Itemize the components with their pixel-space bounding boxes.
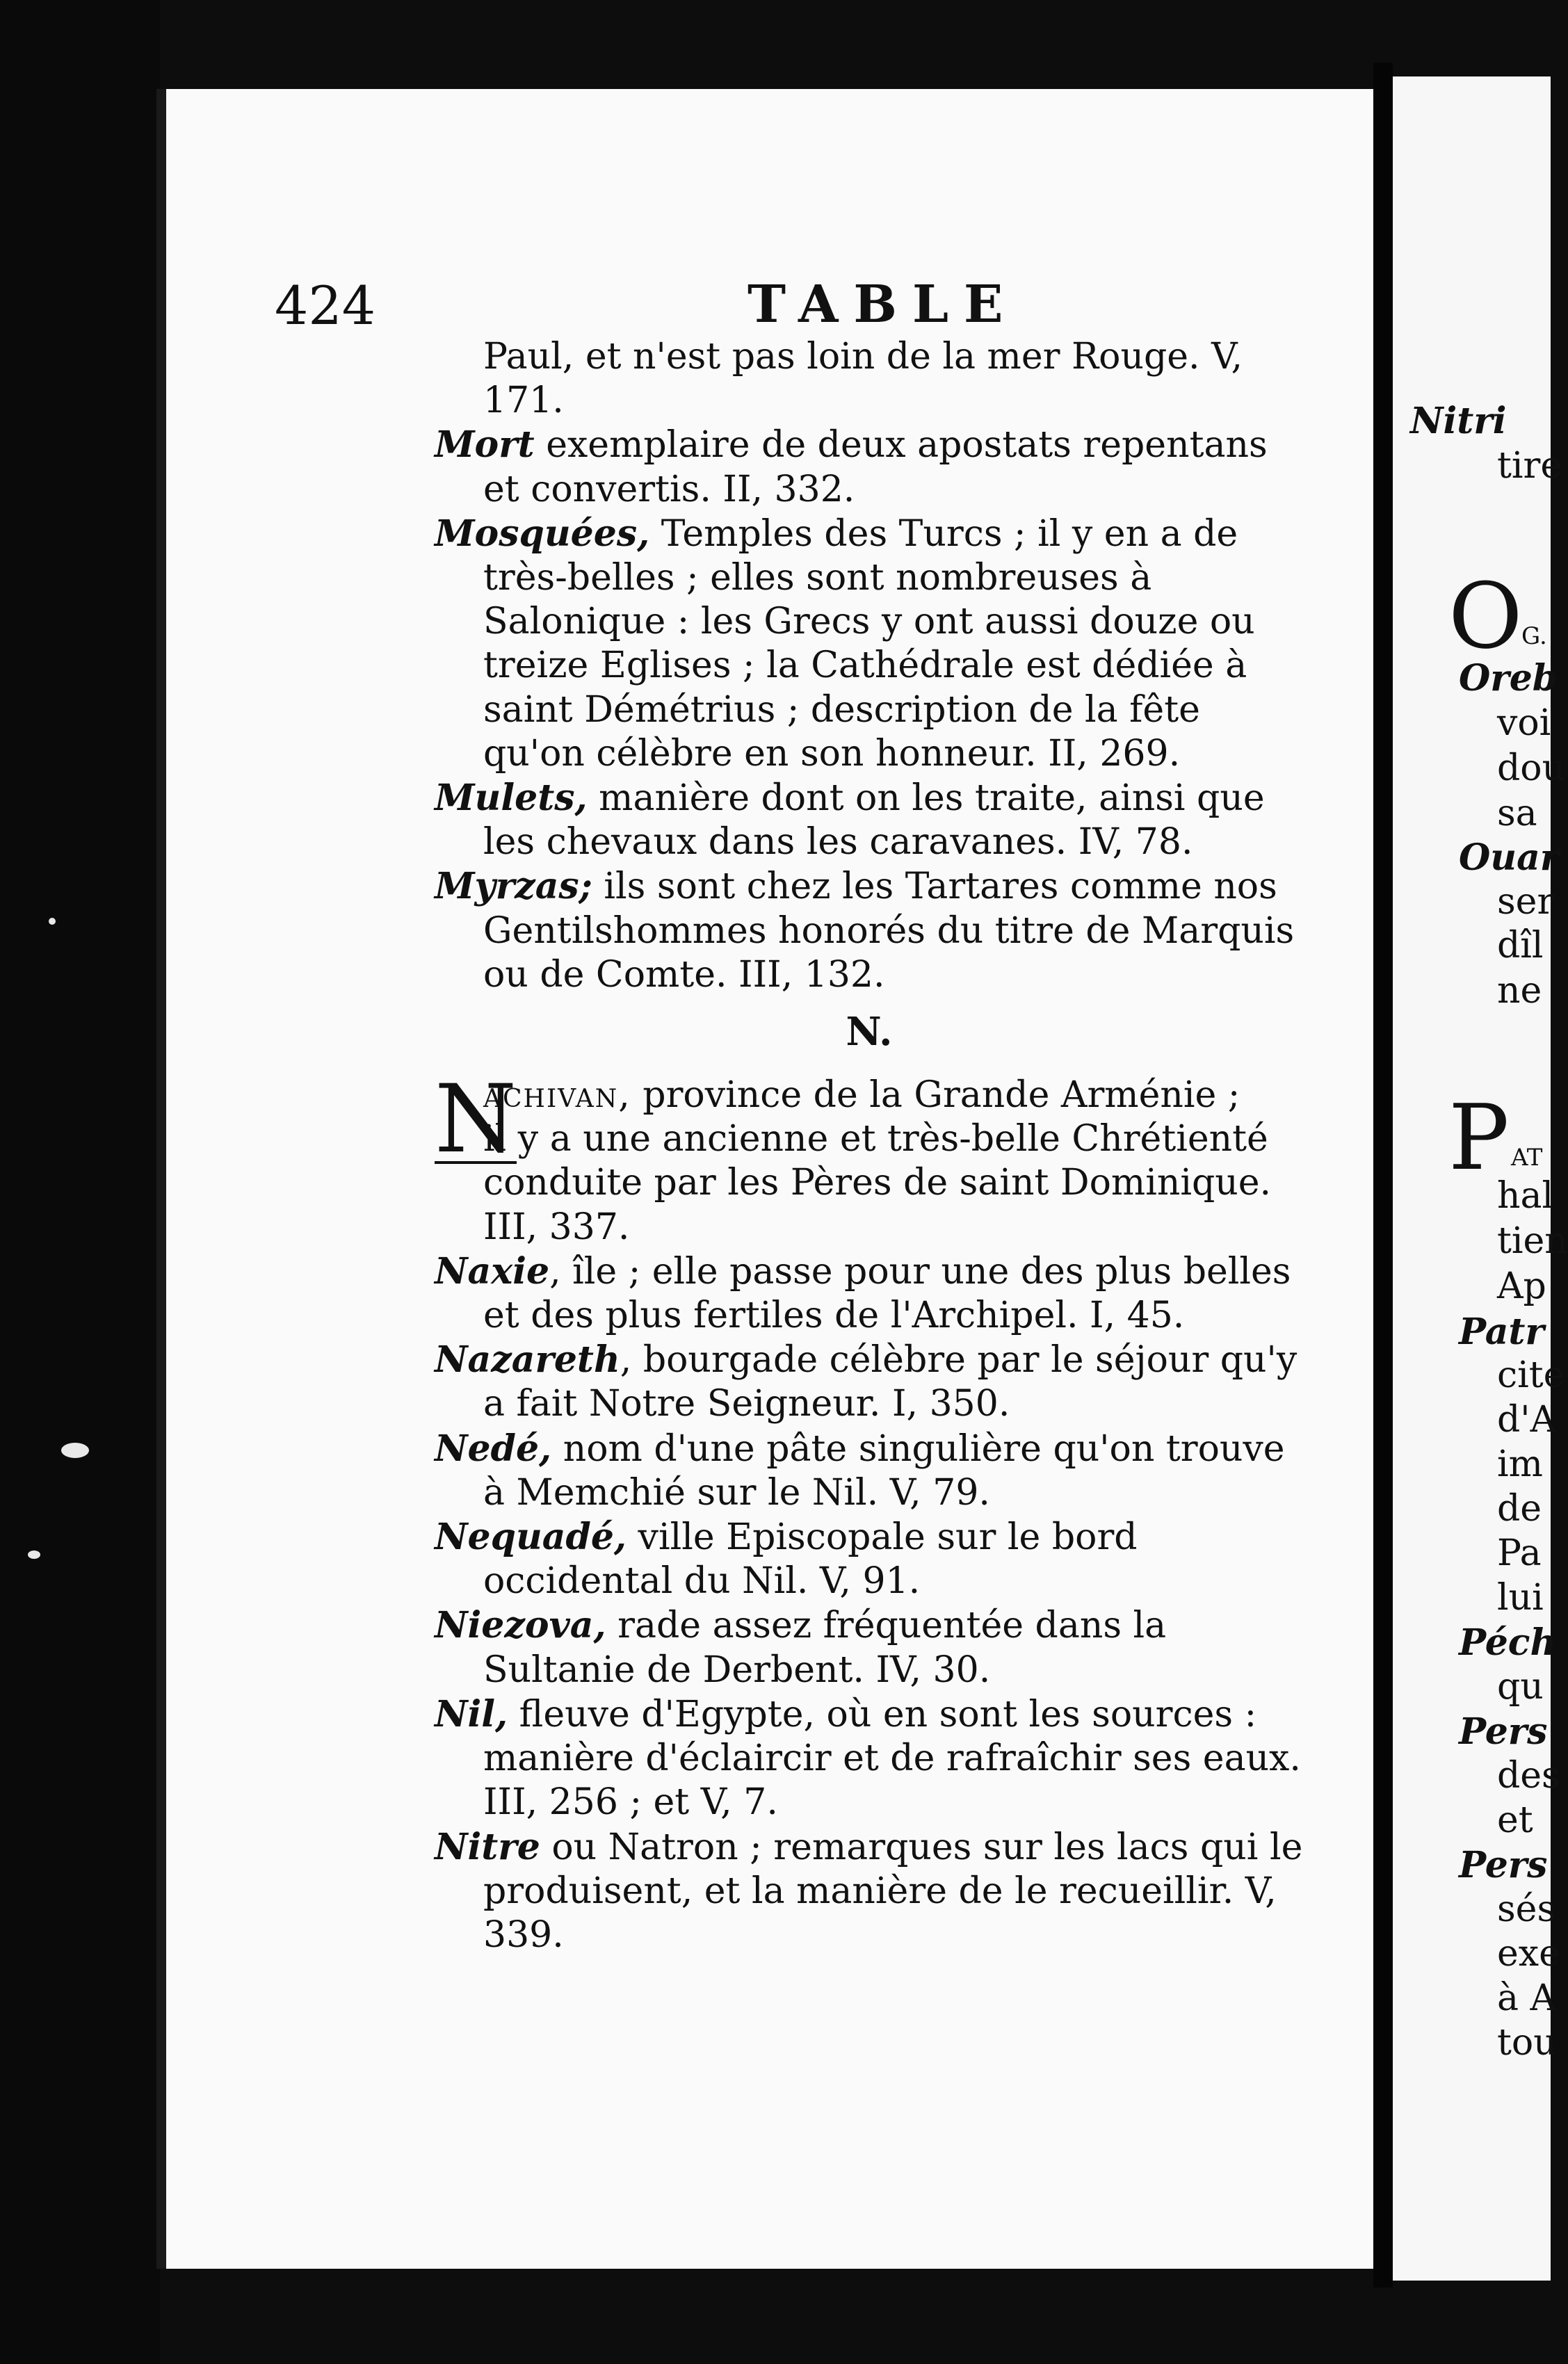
entry-head-word: Mosquées, [435, 512, 650, 555]
right-page-fragment: P [1448, 1085, 1510, 1190]
index-entry [435, 1338, 1304, 1426]
index-entry [435, 1825, 1304, 1958]
entry-text: ou Natron ; remarques sur les lacs qui le produisent, et la manière de le recueillir. V, 339. [483, 1826, 1303, 1956]
entry-text: ils sont chez les Tartares comme nos Gentilshommes honorés du titre de Marquis ou de Comte. III, 132. [483, 866, 1295, 996]
entry-head-word: Nedé, [435, 1427, 552, 1470]
index-entry [435, 1603, 1304, 1692]
right-page-fragment: de [1497, 1488, 1542, 1530]
page-number: 424 [275, 275, 376, 337]
right-page-fragment: tou [1497, 2022, 1557, 2064]
index-entry [435, 864, 1304, 997]
entry-text: ville Episcopale sur le bord occidental du Nil. V, 91. [483, 1516, 1138, 1603]
entry-head-word: Nitre [435, 1825, 540, 1868]
entry-head-word: achivan, [483, 1074, 631, 1117]
right-page-fragment: cite [1497, 1354, 1565, 1396]
right-page-fragment: d'A [1497, 1399, 1557, 1441]
entry-text: Paul, et n'est pas loin de la mer Rouge. V, 171. [483, 336, 1243, 422]
entry-text: , bourgade célèbre par le séjour qu'y a fait Notre Seigneur. I, 350. [483, 1339, 1298, 1425]
right-page-fragment: Ap [1497, 1265, 1546, 1307]
dust-speck [28, 1551, 40, 1559]
entry-head-word: Myrzas; [435, 865, 592, 908]
right-page-fragment: voi [1497, 702, 1551, 744]
index-entry [435, 1427, 1304, 1515]
right-page-fragment: Péch [1459, 1621, 1557, 1664]
right-page-fragment: tien [1497, 1220, 1568, 1262]
right-page-fragment: Patr [1459, 1311, 1544, 1353]
right-page-fragment: Ouar [1459, 836, 1560, 879]
right-page-fragment: AT [1511, 1144, 1543, 1172]
right-page-fragment: lui [1497, 1577, 1544, 1619]
right-page-fragment: dou [1497, 747, 1566, 789]
entry-head-word: Mort [435, 423, 535, 467]
right-page-fragment: qu [1497, 1666, 1544, 1708]
left-dark-margin [0, 0, 160, 2364]
index-entry [435, 776, 1304, 864]
drop-cap-letter: N [435, 1064, 517, 1174]
entry-text: nom d'une pâte singulière qu'on trouve à Memchié sur le Nil. V, 79. [483, 1427, 1285, 1514]
right-page-fragment: Pers [1459, 1844, 1548, 1886]
index-entry [435, 1515, 1304, 1603]
entry-head-word: Nazareth [435, 1338, 620, 1382]
right-page-fragment: dîl [1497, 925, 1544, 966]
section-letter-heading: N. [846, 1009, 893, 1055]
entry-head-word: Nil, [435, 1692, 508, 1735]
index-entry [435, 1692, 1304, 1825]
entry-head-word: Mulets, [435, 777, 588, 820]
dust-speck [61, 1443, 89, 1458]
entry-text: province de la Grande Arménie ; [631, 1074, 1240, 1117]
right-page-fragment: Oreb [1459, 657, 1558, 699]
right-page-fragment: im [1497, 1443, 1543, 1485]
right-page-fragment: sés [1497, 1888, 1556, 1930]
right-page-fragment: à A [1497, 1977, 1557, 2019]
entry-text: Temples des Turcs ; il y en a de très-belles ; elles sont nombreuses à Salonique : les Grecs y ont aussi douze ou treize Eglises ; la Cathédrale est dédiée à saint Démétrius ; description de la fête qu'on célèbre en son honneur. II, 269. [483, 512, 1255, 775]
index-entry-nachivan [435, 1064, 1304, 1249]
entry-head-word: Naxie [435, 1249, 550, 1293]
right-page-fragment: exe [1497, 1933, 1560, 1975]
entry-text: manière dont on les traite, ainsi que les chevaux dans les caravanes. IV, 78. [483, 777, 1265, 864]
right-page-fragment: ne [1497, 970, 1542, 1012]
right-page-fragment: et [1497, 1799, 1533, 1841]
entry-first-line [435, 1074, 1304, 1117]
index-content [435, 335, 1304, 1957]
right-page-fragment: des [1497, 1755, 1560, 1797]
right-page-fragment: tire [1497, 445, 1562, 487]
right-page-fragment: Nitri [1410, 400, 1507, 442]
entry-text: exemplaire de deux apostats repentans et convertis. II, 332. [483, 424, 1268, 510]
right-page-fragment: Pers [1459, 1710, 1548, 1753]
right-page-fragment: Pa [1497, 1532, 1542, 1574]
index-entry [435, 512, 1304, 776]
book-gutter [1373, 63, 1393, 2288]
running-title: TABLE [747, 275, 1019, 334]
entry-text: rade assez fréquentée dans la Sultanie de Derbent. IV, 30. [483, 1605, 1167, 1691]
dust-speck [49, 918, 56, 925]
right-page-fragment: hal [1497, 1175, 1554, 1217]
entry-text-body: il y a une ancienne et très-belle Chrétienté conduite par les Pères de saint Dominique. III, 337. [483, 1118, 1272, 1248]
entry-text: fleuve d'Egypte, où en sont les sources : manière d'éclaircir et de rafraîchir ses eaux. III, 256 ; et V, 7. [483, 1693, 1301, 1824]
book-page-right [1393, 76, 1568, 2281]
entry-head-word: Niezova, [435, 1604, 606, 1647]
index-entry [435, 1249, 1304, 1338]
entry-text: , île ; elle passe pour une des plus belles et des plus fertiles de l'Archipel. I, 45. [483, 1250, 1291, 1337]
index-entry-continuation [435, 335, 1304, 423]
right-page-fragment: O [1448, 563, 1523, 669]
right-page-fragment: G. [1521, 622, 1547, 650]
right-page-fragment: sa [1497, 793, 1537, 834]
entry-head-word: Nequadé, [435, 1516, 627, 1559]
index-entry [435, 423, 1304, 511]
right-page-fragment: ser [1497, 881, 1555, 923]
